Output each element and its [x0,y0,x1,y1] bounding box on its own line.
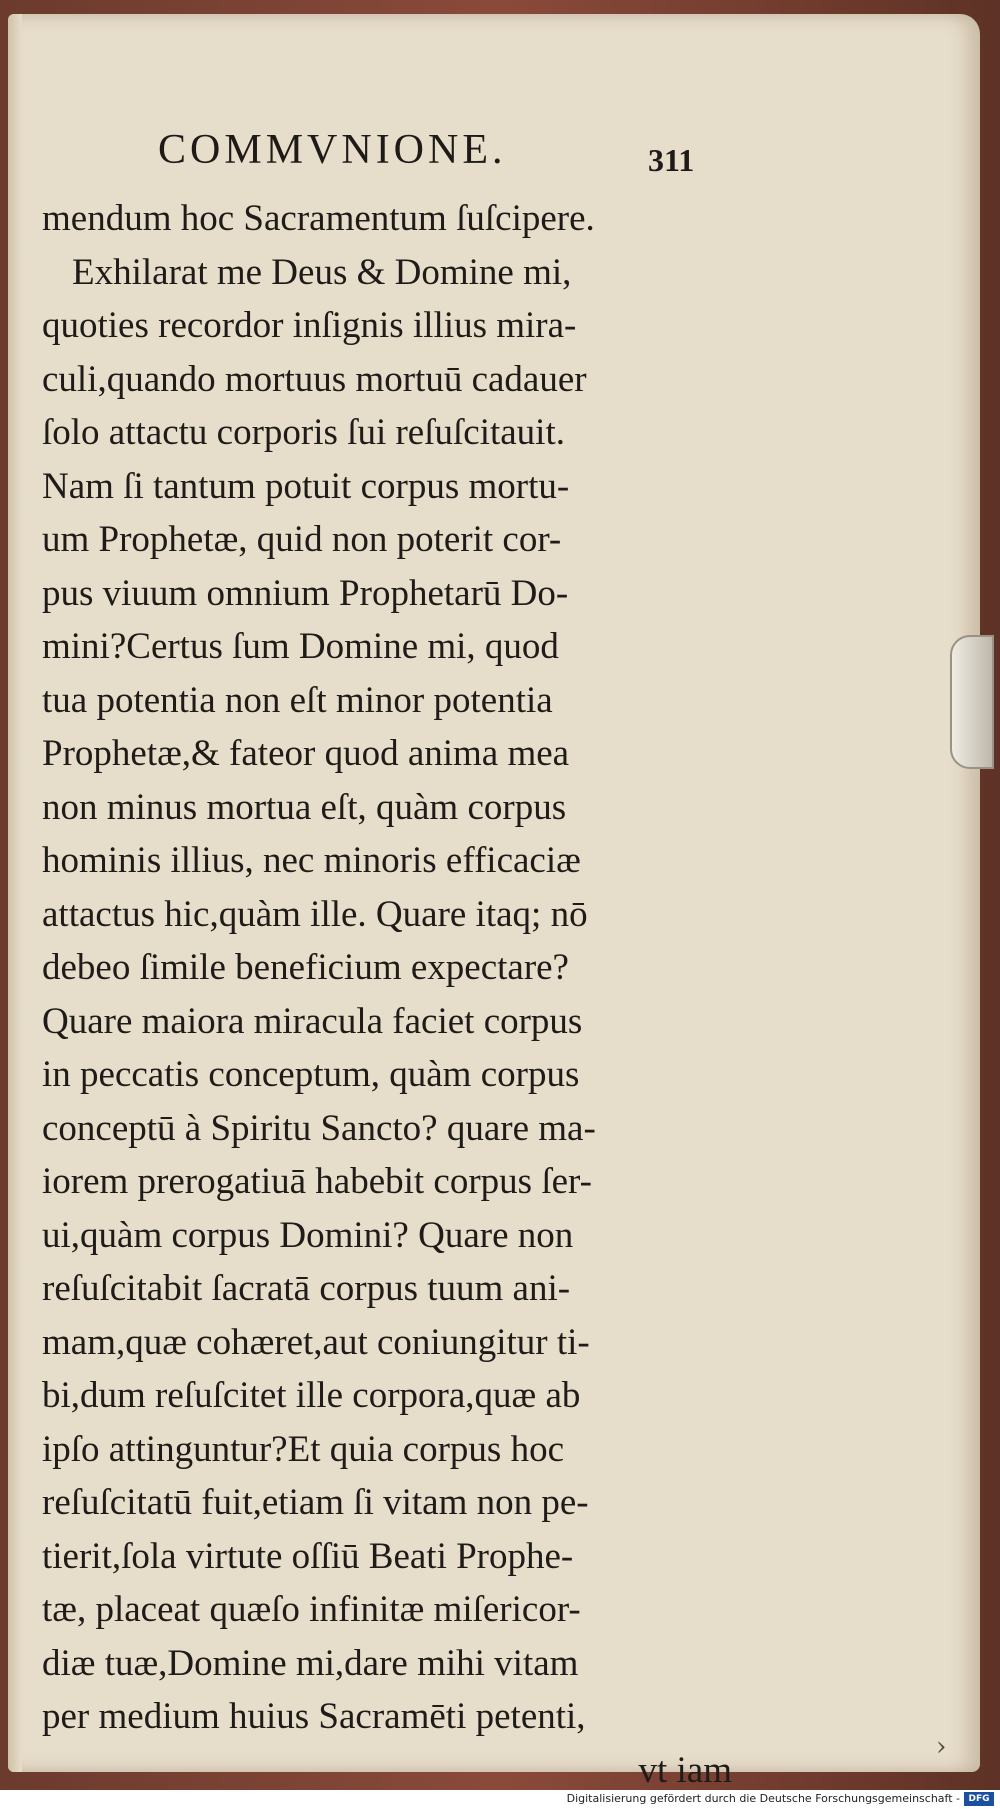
text-line: ſolo attactu corporis ſui reſuſcitauit. [42,412,565,453]
text-line: reſuſcitabit ſacratā corpus tuum ani- [42,1268,571,1309]
page-corner-mark: › [936,1732,947,1762]
running-head: COMMVNIONE. [158,127,507,173]
footer-credit: Digitalisierung gefördert durch die Deutsche Forschungsgemeinschaft - [566,1792,960,1805]
text-line: ipſo attinguntur?Et quia corpus hoc [42,1428,564,1470]
text-line: diæ tuæ,Domine mi,dare mihi vitam [42,1642,579,1684]
text-line: bi,dum reſuſcitet ille corpora,quæ ab [42,1375,581,1416]
text-line: Nam ſi tantum potuit corpus mortu- [42,465,570,507]
page-number: 311 [648,142,695,178]
text-line: iorem prerogatiuā habebit corpus ſer- [42,1161,592,1202]
text-line: quoties recordor inſignis illius mira- [42,305,577,346]
text-line: Prophetæ,& fateor quod anima mea [42,733,570,774]
dfg-logo: DFG [964,1792,994,1806]
text-line: ui,quàm corpus Domini? Quare non [42,1214,574,1256]
text-line: debeo ſimile beneficium expectare? [42,947,569,988]
text-line: um Prophetæ, quid non poterit cor- [42,519,562,560]
text-line: Exhilarat me Deus & Domine mi, [72,251,572,293]
book-clasp [950,635,994,769]
text-line: per medium huius Sacramēti petenti, [42,1696,586,1737]
book-page [8,14,980,1791]
text-line: attactus hic,quàm ille. Quare itaq; nō [42,893,588,935]
catchword: vt iam [638,1749,732,1791]
body-text [42,192,732,1797]
text-line: hominis illius, nec minoris efficaciæ [42,840,581,881]
text-line: conceptū à Spiritu Sancto? quare ma- [42,1107,596,1149]
digitization-footer [0,1790,1000,1809]
text-line: reſuſcitatū fuit,etiam ſi vitam non pe- [42,1482,589,1523]
text-line: mam,quæ cohæret,aut coniungitur ti- [42,1321,590,1363]
text-line: tierit,ſola virtute oſſiū Beati Prophe- [42,1535,574,1577]
text-line: mendum hoc Sacramentum ſuſcipere. [42,198,595,239]
text-line: in peccatis conceptum, quàm corpus [42,1054,580,1095]
text-line: non minus mortua eſt, quàm corpus [42,786,567,828]
text-line: tua potentia non eſt minor potentia [42,679,553,721]
text-line: mini?Certus ſum Domine mi, quod [42,626,559,667]
text-line: Quare maiora miracula faciet corpus [42,1000,583,1042]
text-line: pus viuum omnium Prophetarū Do- [42,572,569,614]
text-line: tæ, placeat quæſo infinitæ miſericor- [42,1589,581,1630]
text-line: culi,quando mortuus mortuū cadauer [42,358,587,400]
